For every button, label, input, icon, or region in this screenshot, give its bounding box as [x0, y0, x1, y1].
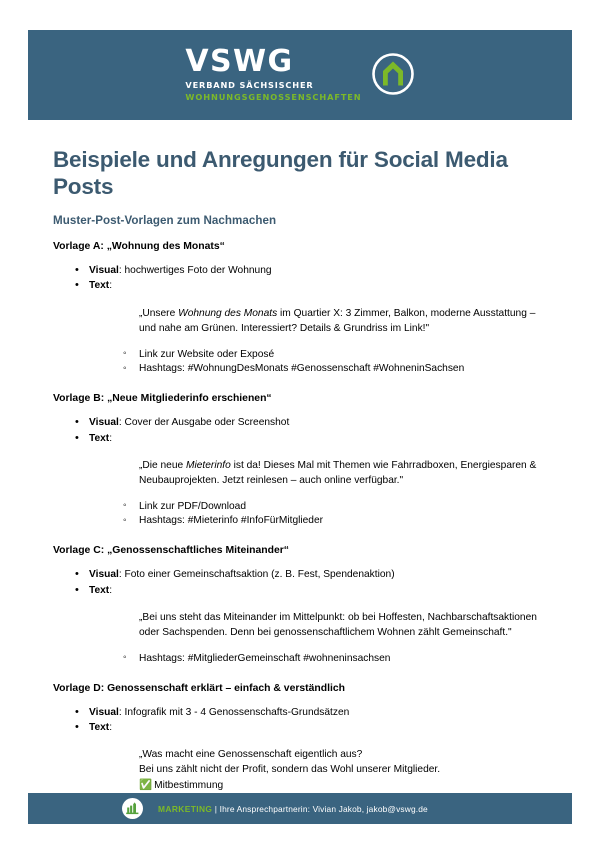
list-item: ◦ Hashtags: #MitgliederGemeinschaft #wohneninsachsen [53, 652, 553, 667]
section-vorlage-d [53, 682, 553, 794]
section-vorlage-c [53, 544, 553, 681]
text-colon: : [109, 432, 113, 444]
text-colon: : [109, 721, 113, 733]
list-item-visual [53, 416, 553, 430]
list-item: ◦ Hashtags: #Mieterinfo #InfoFürMitglieder [53, 514, 553, 529]
section-spacer [53, 667, 553, 682]
bullet-list [53, 706, 553, 736]
quote-line-1: „Was macht eine Genossenschaft eigentlich aus? [139, 749, 363, 761]
section-heading: Vorlage C: „Genossenschaftliches Miteinander“ [53, 545, 289, 557]
bullet-list [53, 264, 553, 294]
document-content [53, 240, 553, 805]
double-check-icon: ✅ [139, 779, 152, 792]
list-item-visual [53, 264, 553, 278]
checkmark-text: Mitbestimmung [154, 780, 224, 792]
footer-contact: Ihre Ansprechpartnerin: Vivian Jakob, jakob@vswg.de [219, 803, 428, 814]
quote-before: „Die neue [139, 460, 187, 472]
visual-label: Visual [89, 265, 119, 276]
quote-block [53, 307, 553, 337]
bullet-list [53, 416, 553, 446]
text-label: Text [89, 432, 110, 444]
visual-label: Visual [89, 569, 119, 581]
sub-bullet-list [53, 348, 553, 378]
section-vorlage-b [53, 392, 553, 544]
text-colon: : [109, 584, 113, 596]
footer-text [158, 804, 428, 814]
visual-text: : Cover der Ausgabe oder Screenshot [118, 417, 290, 429]
quote-block [53, 459, 553, 489]
page-subtitle: Muster-Post-Vorlagen zum Nachmachen [53, 214, 277, 227]
house-in-circle-icon [371, 52, 415, 96]
logo-subline-2: WOHNUNGSGENOSSENSCHAFTEN [185, 91, 362, 102]
text-label: Text [89, 721, 110, 733]
list-item: ◦ Link zur PDF/Download [53, 500, 553, 515]
section-vorlage-a [53, 240, 553, 392]
logo-subline-1: VERBAND SÄCHSISCHER [185, 80, 314, 91]
section-spacer [53, 529, 553, 544]
page-title: Beispiele und Anregungen für Social Media Posts [53, 147, 508, 200]
section-heading: Vorlage B: „Neue Mitgliederinfo erschienen“ [53, 393, 272, 405]
visual-text: : Foto einer Gemeinschaftsaktion (z. B. Fest, Spendenaktion) [118, 569, 395, 581]
footer-bar [28, 793, 572, 824]
list-item: ◦ Link zur Website oder Exposé [53, 348, 553, 363]
list-item-text [53, 721, 553, 735]
footer-kicker: MARKETING [158, 803, 213, 814]
checkmark-line [139, 778, 553, 794]
visual-text: : hochwertiges Foto der Wohnung [118, 265, 272, 276]
bullet-list [53, 568, 553, 598]
visual-text: : Infografik mit 3 - 4 Genossenschafts-Grundsätzen [118, 706, 350, 718]
text-colon: : [109, 280, 113, 292]
sub-bullet-list [53, 500, 553, 530]
text-label: Text [89, 280, 110, 292]
quote-block [53, 748, 553, 793]
list-item-visual [53, 706, 553, 720]
city-skyline-glyph [122, 798, 143, 819]
quote-after: im Quartier X: 3 Zimmer, Balkon, moderne Ausstattung – und nahe am Grünen. Interessiert? Details & Grundriss im Link!" [139, 307, 536, 334]
quote-italic: Mieterinfo [186, 460, 231, 472]
list-item-visual [53, 568, 553, 582]
list-item: ◦ Hashtags: #WohnungDesMonats #Genossenschaft #WohneninSachsen [53, 362, 553, 377]
logo-wordmark: VSWG [185, 44, 294, 80]
visual-label: Visual [89, 417, 119, 429]
quote-before: „Bei uns steht das Miteinander im Mittelpunkt: ob bei Hoffesten, Nachbarschaftsaktionen oder Sachspenden. Denn bei genossenschaftlichem Wohnen zählt Gemeinschaft." [139, 612, 537, 638]
sub-bullet-list [53, 652, 553, 667]
quote-block [53, 611, 553, 641]
quote-line-2: Bei uns zählt nicht der Profit, sondern das Wohl unserer Mitglieder. [139, 764, 441, 776]
visual-label: Visual [89, 706, 119, 718]
vswg-logo [185, 44, 414, 102]
footer-separator: | [212, 803, 220, 814]
quote-before: „Unsere [139, 307, 179, 319]
city-skyline-icon [122, 798, 143, 819]
header-banner [28, 30, 572, 120]
logo-text-block [185, 44, 362, 102]
section-spacer [53, 377, 553, 392]
list-item-text [53, 432, 553, 446]
quote-after: ist da! Dieses Mal mit Themen wie Fahrradboxen, Energiesparen & Neubauprojekten. Jetzt reinlesen – auch online verfügbar." [139, 460, 537, 486]
section-heading: Vorlage A: „Wohnung des Monats“ [53, 241, 225, 252]
list-item-text [53, 584, 553, 598]
text-label: Text [89, 584, 110, 596]
list-item-text [53, 279, 553, 293]
section-heading: Vorlage D: Genossenschaft erklärt – einfach & verständlich [53, 682, 345, 694]
quote-italic: Wohnung des Monats [178, 307, 278, 319]
